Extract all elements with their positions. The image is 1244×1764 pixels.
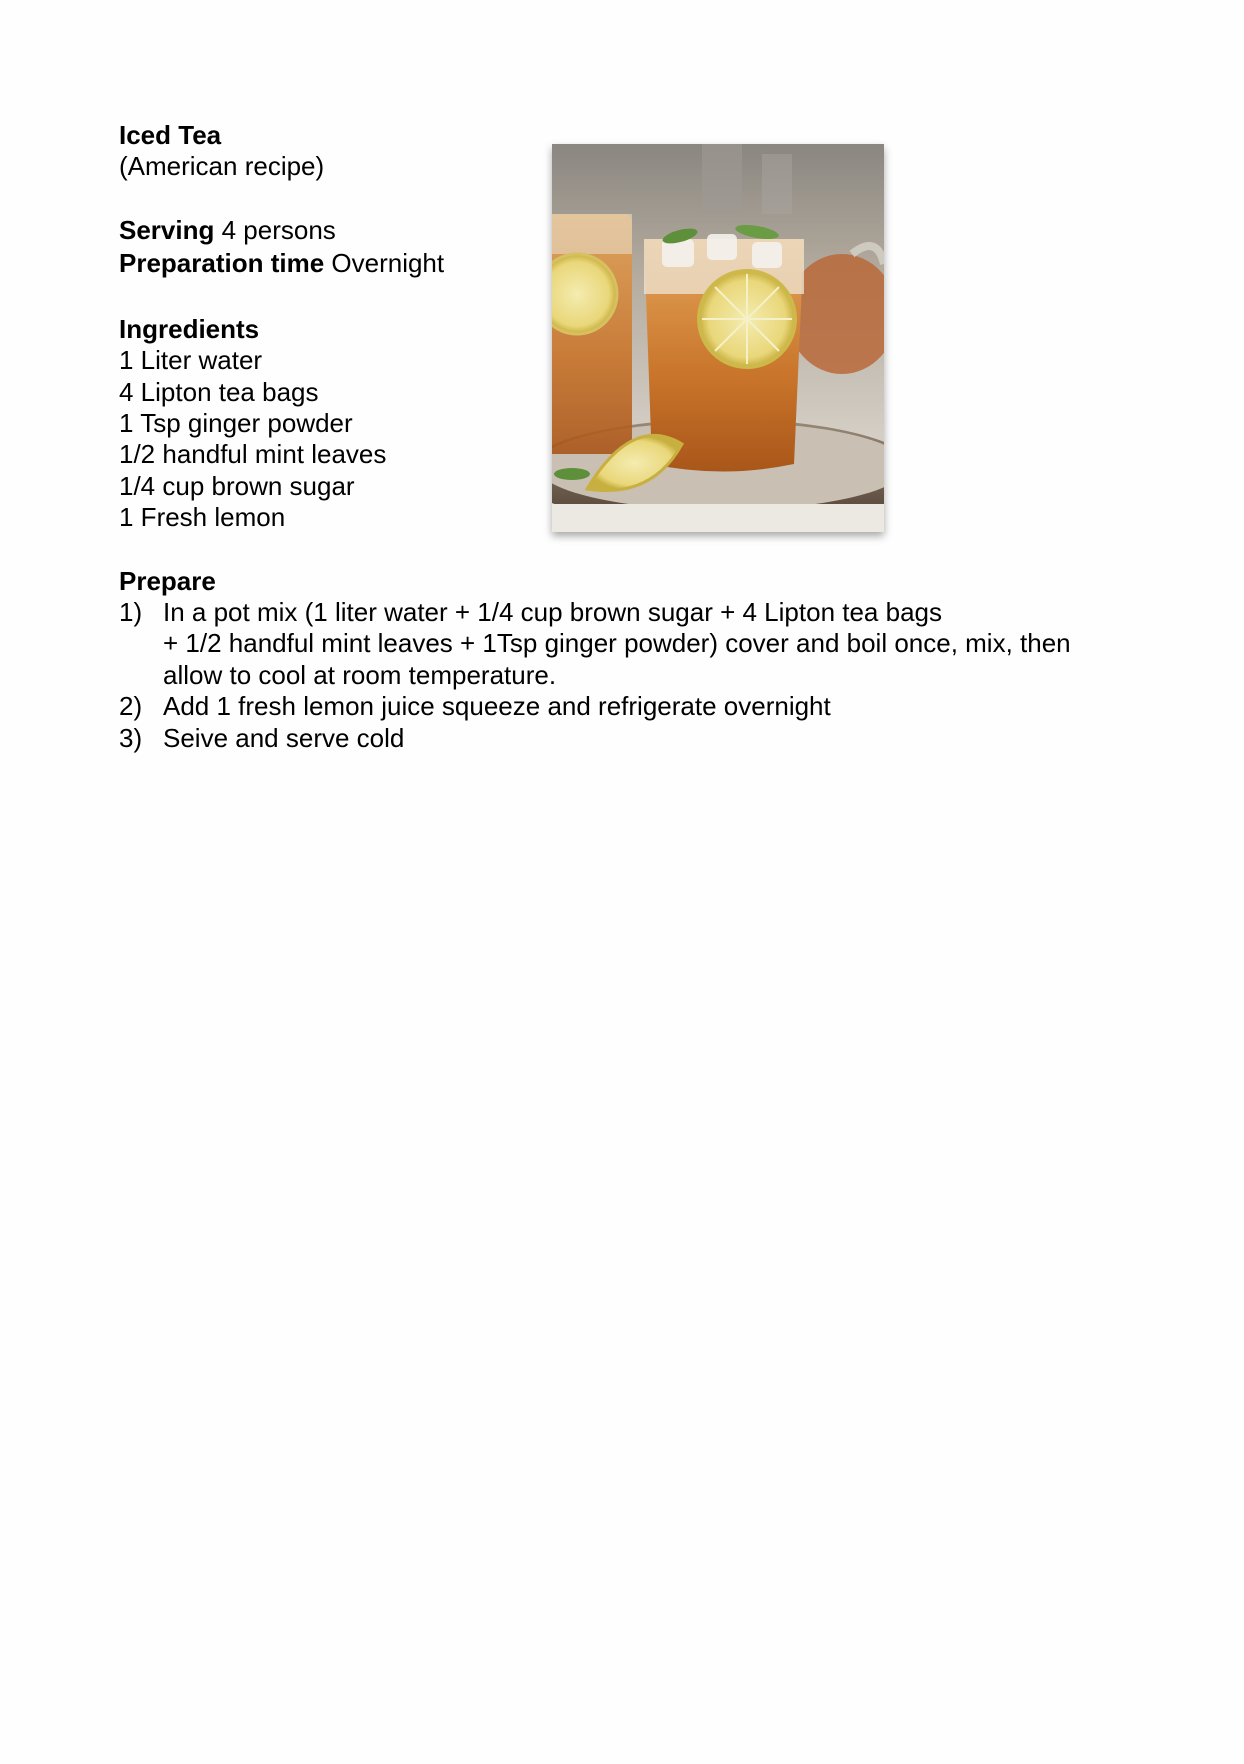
- iced-tea-photo: [552, 144, 884, 532]
- ingredient-item: 1/2 handful mint leaves: [119, 439, 387, 469]
- step-text: allow to cool at room temperature.: [163, 660, 557, 690]
- serving-row: [119, 214, 336, 246]
- step-number: 1): [119, 597, 143, 627]
- prep-time-value: Overnight: [324, 248, 445, 278]
- recipe-subtitle: (American recipe): [119, 151, 325, 181]
- ingredient-item: 1 Tsp ginger powder: [119, 408, 353, 438]
- step-text: + 1/2 handful mint leaves + 1Tsp ginger powder) cover and boil once, mix, then: [163, 628, 1071, 658]
- step-text: Add 1 fresh lemon juice squeeze and refrigerate overnight: [163, 691, 831, 721]
- serving-label: Serving: [119, 215, 215, 245]
- step-number: 3): [119, 723, 143, 753]
- step-3: [119, 722, 404, 754]
- prepare-heading: Prepare: [119, 566, 216, 596]
- serving-value: 4 persons: [214, 215, 336, 245]
- prep-time-row: [119, 247, 444, 279]
- ingredient-item: 1 Liter water: [119, 345, 263, 375]
- ingredient-item: 4 Lipton tea bags: [119, 377, 319, 407]
- step-1: [119, 596, 942, 628]
- ingredients-heading: Ingredients: [119, 314, 260, 344]
- step-text: Seive and serve cold: [163, 723, 405, 753]
- ingredient-item: 1/4 cup brown sugar: [119, 471, 355, 501]
- step-text: In a pot mix (1 liter water + 1/4 cup brown sugar + 4 Lipton tea bags: [163, 597, 942, 627]
- ingredient-item: 1 Fresh lemon: [119, 502, 286, 532]
- recipe-title: Iced Tea: [119, 120, 222, 150]
- prep-time-label: Preparation time: [119, 248, 325, 278]
- step-2: [119, 690, 831, 722]
- step-number: 2): [119, 691, 143, 721]
